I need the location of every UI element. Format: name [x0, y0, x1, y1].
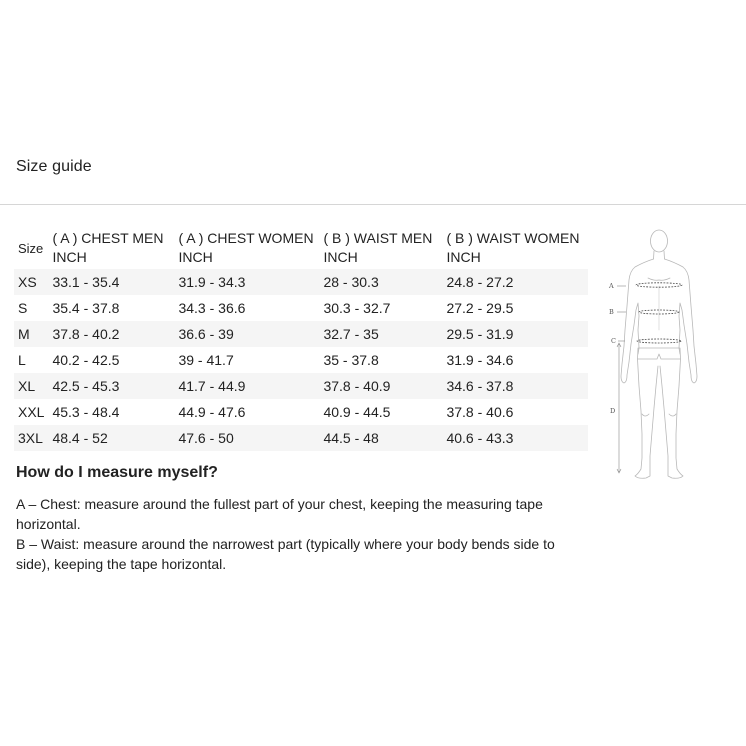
cell-size: M [14, 321, 48, 347]
cell-chest-women: 47.6 - 50 [174, 425, 319, 451]
table-row [14, 321, 588, 347]
cell-chest-men: 37.8 - 40.2 [48, 321, 174, 347]
cell-chest-men: 33.1 - 35.4 [48, 269, 174, 295]
body-outline-illustration [604, 226, 714, 488]
header-size [14, 228, 48, 269]
cell-waist-men: 37.8 - 40.9 [319, 373, 442, 399]
header-waist-women-unit: INCH [446, 249, 481, 265]
cell-chest-women: 34.3 - 36.6 [174, 295, 319, 321]
header-chest-men [48, 228, 174, 269]
header-waist-men [319, 228, 442, 269]
cell-waist-women: 40.6 - 43.3 [442, 425, 588, 451]
header-waist-women [442, 228, 588, 269]
measure-heading: How do I measure myself? [16, 464, 218, 481]
measure-instructions [16, 494, 576, 574]
marker-a-label: A [609, 282, 614, 290]
cell-chest-women: 39 - 41.7 [174, 347, 319, 373]
cell-waist-men: 28 - 30.3 [319, 269, 442, 295]
cell-chest-men: 40.2 - 42.5 [48, 347, 174, 373]
cell-size: XS [14, 269, 48, 295]
cell-waist-women: 27.2 - 29.5 [442, 295, 588, 321]
header-chest-women-unit: INCH [178, 249, 213, 265]
header-size-label: Size [18, 240, 44, 256]
cell-chest-men: 35.4 - 37.8 [48, 295, 174, 321]
cell-waist-women: 24.8 - 27.2 [442, 269, 588, 295]
cell-chest-women: 44.9 - 47.6 [174, 399, 319, 425]
marker-d-label: D [610, 407, 616, 415]
cell-waist-women: 34.6 - 37.8 [442, 373, 588, 399]
header-chest-men-label: ( A ) CHEST MEN [52, 230, 164, 246]
cell-chest-women: 41.7 - 44.9 [174, 373, 319, 399]
cell-waist-men: 32.7 - 35 [319, 321, 442, 347]
cell-size: XL [14, 373, 48, 399]
body-outline [621, 230, 697, 478]
header-chest-women [174, 228, 319, 269]
cell-chest-men: 48.4 - 52 [48, 425, 174, 451]
cell-size: L [14, 347, 48, 373]
table-row [14, 373, 588, 399]
cell-chest-women: 36.6 - 39 [174, 321, 319, 347]
cell-chest-men: 45.3 - 48.4 [48, 399, 174, 425]
table-header-row [14, 228, 588, 269]
header-waist-women-label: ( B ) WAIST WOMEN [446, 230, 580, 246]
cell-waist-men: 35 - 37.8 [319, 347, 442, 373]
cell-size: 3XL [14, 425, 48, 451]
cell-size: XXL [14, 399, 48, 425]
marker-b-label: B [609, 308, 614, 316]
cell-size: S [14, 295, 48, 321]
measurement-markers [608, 282, 682, 473]
table-row [14, 269, 588, 295]
cell-waist-men: 30.3 - 32.7 [319, 295, 442, 321]
cell-waist-men: 40.9 - 44.5 [319, 399, 442, 425]
table-row [14, 347, 588, 373]
marker-c-label: C [611, 337, 616, 345]
body-measurement-figure [604, 226, 714, 488]
header-waist-men-unit: INCH [323, 249, 358, 265]
cell-waist-women: 37.8 - 40.6 [442, 399, 588, 425]
cell-waist-men: 44.5 - 48 [319, 425, 442, 451]
cell-chest-women: 31.9 - 34.3 [174, 269, 319, 295]
header-chest-women-label: ( A ) CHEST WOMEN [178, 230, 314, 246]
size-table [14, 228, 588, 451]
header-waist-men-label: ( B ) WAIST MEN [323, 230, 433, 246]
cell-waist-women: 29.5 - 31.9 [442, 321, 588, 347]
waist-instruction: B – Waist: measure around the narrowest part (typically where your body bends side to side), keeping the tape horizontal. [16, 536, 555, 572]
chest-instruction: A – Chest: measure around the fullest part of your chest, keeping the measuring tape horizontal. [16, 496, 543, 532]
hip-tape-line [637, 339, 681, 343]
table-row [14, 295, 588, 321]
header-chest-men-unit: INCH [52, 249, 87, 265]
title-divider [0, 204, 746, 205]
page-title: Size guide [16, 158, 92, 175]
cell-chest-men: 42.5 - 45.3 [48, 373, 174, 399]
cell-waist-women: 31.9 - 34.6 [442, 347, 588, 373]
table-row [14, 425, 588, 451]
table-row [14, 399, 588, 425]
